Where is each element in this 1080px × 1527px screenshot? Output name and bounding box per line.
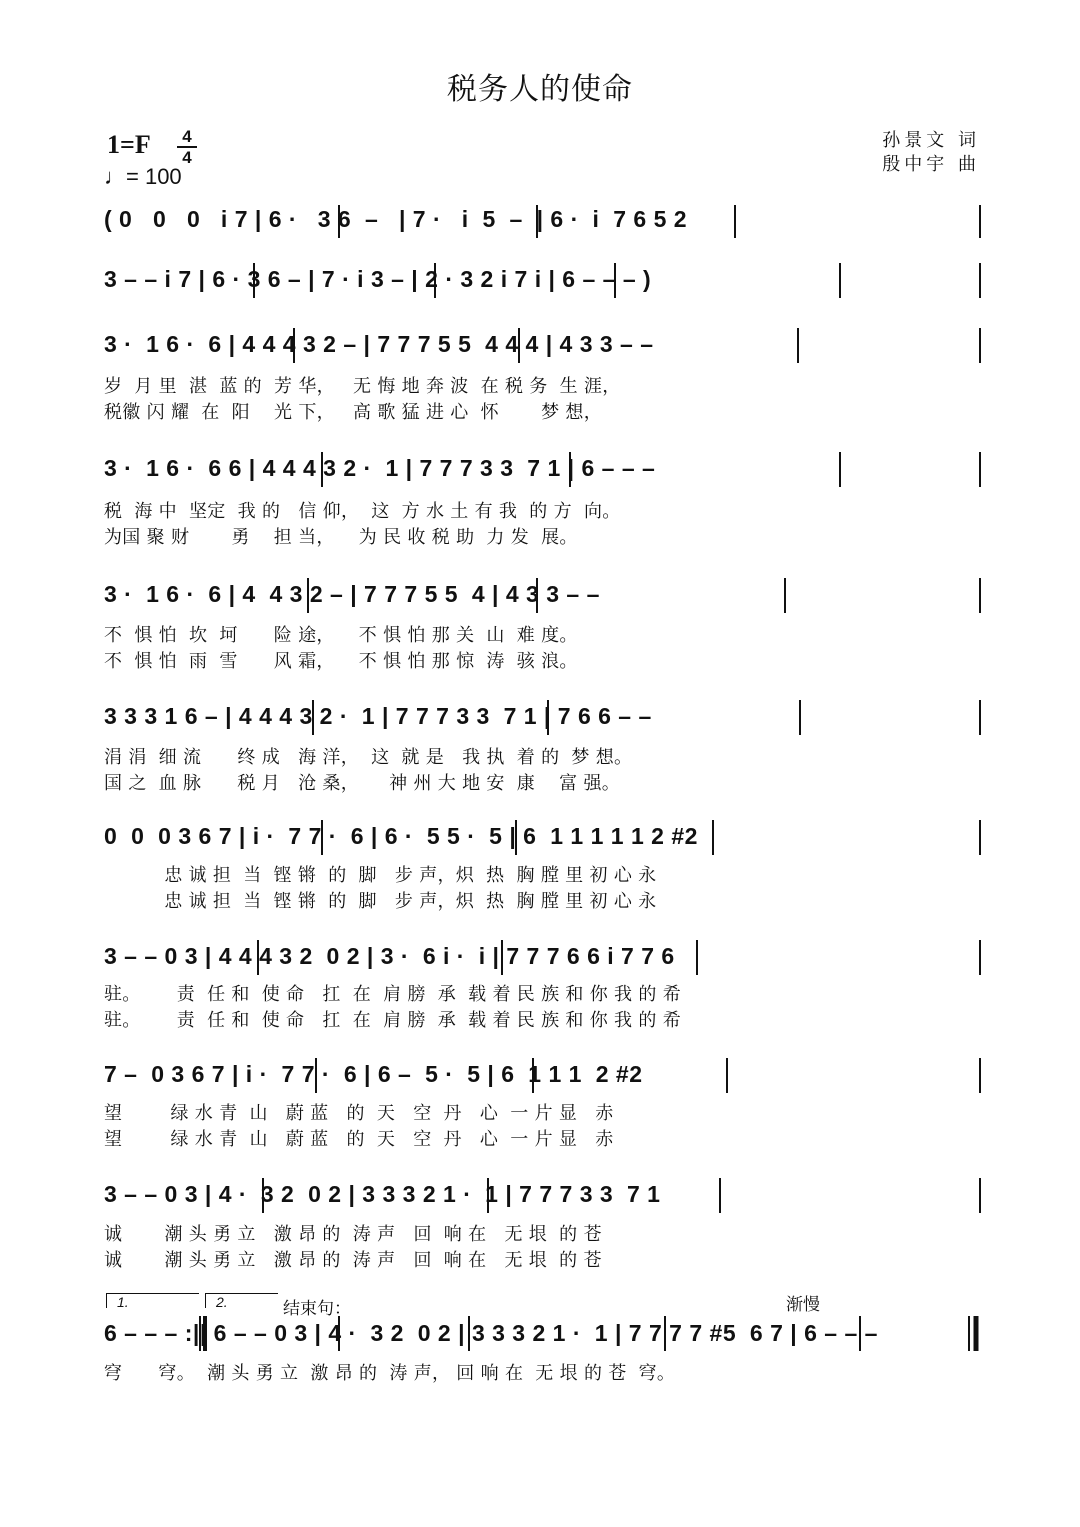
notation-line-9: 7 – 0 3 6 7 | i · 7 7 · 6 | 6 – 5 · 5 | 6 1 1 1 2 #2 (104, 1061, 643, 1087)
composer-credit: 殷中宇 曲 (882, 154, 980, 175)
second-ending-bracket: 2. (205, 1293, 278, 1308)
lyrics-line-3-verse-1: 岁 月 里 湛 蓝 的 芳 华， 无 悔 地 奔 波 在 税 务 生 涯， (104, 376, 621, 397)
notation-line-11: 6 – – – :|| 6 – – 0 3 | 4 · 3 2 0 2 | 3 3 3 2 1 · 1 | 7 7 7 7 #5 6 7 | 6 – – – (104, 1320, 878, 1346)
meter-bottom: 4 (182, 148, 192, 167)
notation-line-8: 3 – – 0 3 | 4 4 4 3 2 0 2 | 3 · 6 i · i | 7 7 7 6 6 i 7 7 6 (104, 943, 675, 969)
notation-line-2: 3 – – i 7 | 6 · 3 6 – | 7 · i 3 – | 2 · 3 2 i 7 i | 6 – – – ) (104, 266, 652, 292)
lyrics-line-4-verse-1: 税 海 中 坚定 我 的 信 仰， 这 方 水 土 有 我 的 方 向。 (104, 501, 621, 522)
lyrics-line-7-verse-1: 忠 诚 担 当 铿 锵 的 脚 步 声，炽 热 胸 膛 里 初 心 永 (104, 865, 657, 886)
lyrics-line-8-verse-2: 驻。 责 任 和 使 命 扛 在 肩 膀 承 载 着 民 族 和 你 我 的 希 (104, 1010, 681, 1031)
lyrics-line-5-verse-1: 不 惧 怕 坎 坷 险 途， 不 惧 怕 那 关 山 难 度。 (104, 625, 578, 646)
lyrics-line-7-verse-2: 忠 诚 担 当 铿 锵 的 脚 步 声，炽 热 胸 膛 里 初 心 永 (104, 891, 657, 912)
lyrics-line-3-verse-2: 税徽 闪 耀 在 阳 光 下， 高 歌 猛 进 心 怀 梦 想， (104, 402, 603, 423)
ending-label: 结束句： (283, 1299, 351, 1319)
meter-top: 4 (182, 127, 192, 146)
notation-line-10: 3 – – 0 3 | 4 · 3 2 0 2 | 3 3 3 2 1 · 1 | 7 7 7 3 3 7 1 (104, 1181, 661, 1207)
notation-line-7: 0 0 0 3 6 7 | i · 7 7 · 6 | 6 · 5 5 · 5 | 6 1 1 1 1 1 2 #2 (104, 823, 698, 849)
lyrics-line-6-verse-2: 国 之 血 脉 税 月 沧 桑， 神 州 大 地 安 康 富 强。 (104, 773, 621, 794)
key-signature: 1=F (107, 130, 151, 159)
lyricist-credit: 孙景文 词 (882, 130, 980, 151)
tempo-marking: ♩= 100 (104, 164, 182, 189)
notation-line-4: 3 · 1 6 · 6 6 | 4 4 4 3 2 · 1 | 7 7 7 3 3 7 1 | 6 – – – (104, 455, 656, 481)
notation-line-1: ( 0 0 0 i 7 | 6 · 3 6 – | 7 · i 5 – | 6 · i 7 6 5 2 (104, 206, 688, 232)
lyrics-line-10-verse-2: 诚 潮 头 勇 立 激 昂 的 涛 声 回 响 在 无 垠 的 苍 (104, 1250, 602, 1271)
notation-line-5: 3 · 1 6 · 6 | 4 4 3 2 – | 7 7 7 5 5 4 | 4 3 3 – – (104, 581, 600, 607)
lyrics-line-11: 穹 穹。 潮 头 勇 立 激 昂 的 涛 声， 回 响 在 无 垠 的 苍 穹。 (104, 1363, 676, 1384)
lyrics-line-9-verse-1: 望 绿 水 青 山 蔚 蓝 的 天 空 丹 心 一 片 显 赤 (104, 1103, 614, 1124)
lyrics-line-4-verse-2: 为国 聚 财 勇 担 当， 为 民 收 税 助 力 发 展。 (104, 527, 578, 548)
ritardando-marking: 渐慢 (786, 1295, 820, 1315)
lyrics-line-8-verse-1: 驻。 责 任 和 使 命 扛 在 肩 膀 承 载 着 民 族 和 你 我 的 希 (104, 984, 681, 1005)
notation-line-6: 3 3 3 1 6 – | 4 4 4 3 2 · 1 | 7 7 7 3 3 7 1 | 7 6 6 – – (104, 703, 652, 729)
song-title: 税务人的使命 (447, 72, 633, 107)
lyrics-line-5-verse-2: 不 惧 怕 雨 雪 风 霜， 不 惧 怕 那 惊 涛 骇 浪。 (104, 651, 578, 672)
notation-line-3: 3 · 1 6 · 6 | 4 4 4 3 2 – | 7 7 7 5 5 4 4 4 | 4 3 3 – – (104, 331, 654, 357)
first-ending-bracket: 1. (106, 1293, 199, 1308)
lyrics-line-10-verse-1: 诚 潮 头 勇 立 激 昂 的 涛 声 回 响 在 无 垠 的 苍 (104, 1224, 602, 1245)
lyrics-line-6-verse-1: 涓 涓 细 流 终 成 海 洋， 这 就 是 我 执 着 的 梦 想。 (104, 747, 633, 768)
lyrics-line-9-verse-2: 望 绿 水 青 山 蔚 蓝 的 天 空 丹 心 一 片 显 赤 (104, 1129, 614, 1150)
